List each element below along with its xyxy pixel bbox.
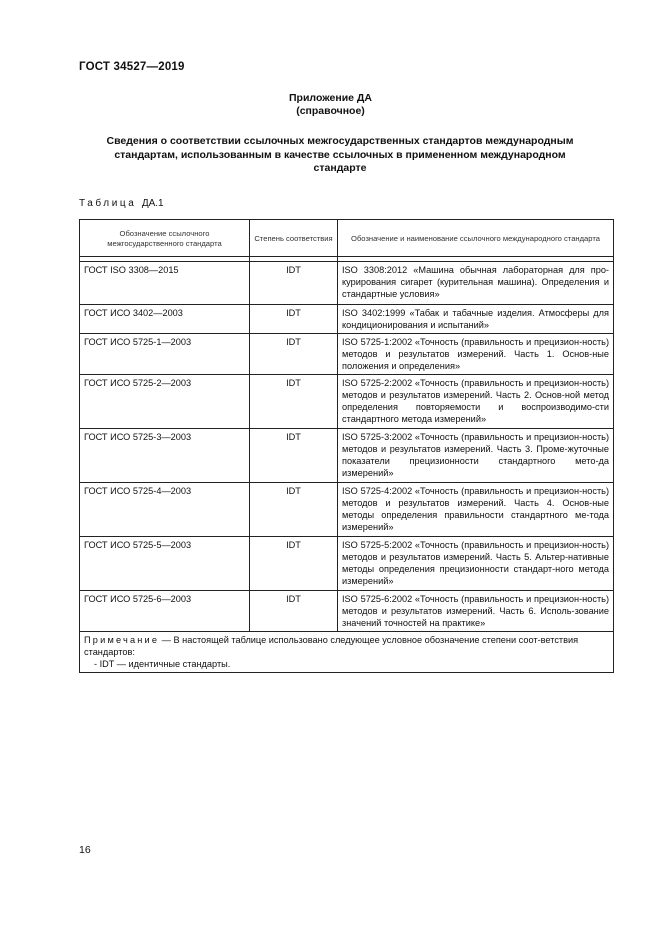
degree-cell: IDT [250, 262, 338, 305]
table-row [80, 591, 614, 632]
table-note [80, 632, 614, 673]
table-row [80, 334, 614, 375]
table-row [80, 483, 614, 537]
annex-heading: Сведения о соответствии ссылочных межгосударственных стандартов международным стандартам, использованным в качестве ссылочных в примененном международном стандарте [106, 135, 574, 174]
standard-designation-cell: ГОСТ ИСО 3402—2003 [80, 305, 250, 334]
standard-designation-cell: ГОСТ ИСО 5725-3—2003 [80, 429, 250, 483]
column-header-standard: Обозначение ссылочного межгосударственного стандарта [80, 220, 250, 257]
standard-designation-cell: ГОСТ ИСО 5725-1—2003 [80, 334, 250, 375]
table-note-row [80, 632, 614, 673]
international-standard-cell: ISO 3402:1999 «Табак и табачные изделия. Атмосферы для кондиционирования и испытаний» [338, 305, 614, 334]
table-body [80, 257, 614, 632]
annex-subtitle: (справочное) [296, 105, 365, 117]
international-standard-cell: ISO 5725-1:2002 «Точность (правильность и прецизион-ность) методов и результатов измерений. Часть 1. Основ-ные положения и определения» [338, 334, 614, 375]
standard-designation-cell: ГОСТ ИСО 5725-6—2003 [80, 591, 250, 632]
international-standard-cell: ISO 5725-4:2002 «Точность (правильность и прецизион-ность) методов и результатов измерений. Часть 4. Основ-ные методы определения правильности стандартного ме-тода измерений» [338, 483, 614, 537]
international-standard-cell: ISO 3308:2012 «Машина обычная лабораторная для про-курирования сигарет (курительная машина). Определения и стандартные условия» [338, 262, 614, 305]
table-row [80, 305, 614, 334]
degree-cell: IDT [250, 334, 338, 375]
table-label-prefix: Таблица [79, 198, 137, 209]
table-row [80, 262, 614, 305]
document-code: ГОСТ 34527—2019 [79, 61, 185, 73]
table-row [80, 375, 614, 429]
column-header-international: Обозначение и наименование ссылочного международного стандарта [338, 220, 614, 257]
degree-cell: IDT [250, 375, 338, 429]
note-item: - IDT — идентичные стандарты. [94, 659, 231, 669]
degree-cell: IDT [250, 537, 338, 591]
table-label-number: ДА.1 [141, 198, 164, 209]
column-header-degree: Степень соответствия [250, 220, 338, 257]
annex-title: Приложение ДА [289, 92, 372, 104]
standard-designation-cell: ГОСТ ISO 3308—2015 [80, 262, 250, 305]
degree-cell: IDT [250, 429, 338, 483]
page-number: 16 [79, 844, 91, 856]
table-header-row [80, 220, 614, 257]
international-standard-cell: ISO 5725-6:2002 «Точность (правильность и прецизион-ность) методов и результатов измерений. Часть 6. Исполь-зование значений точностей на практике» [338, 591, 614, 632]
correspondence-table [79, 219, 614, 673]
international-standard-cell: ISO 5725-2:2002 «Точность (правильность и прецизион-ность) методов и результатов измерений. Часть 2. Основ-ной метод определения повторяемости и воспроизводимо-сти стандартного метода измерений» [338, 375, 614, 429]
degree-cell: IDT [250, 591, 338, 632]
note-text: — В настоящей таблице использовано следующее условное обозначение степени соот-ветствия стандартов: [84, 635, 579, 657]
note-label: Примечание [84, 635, 160, 645]
degree-cell: IDT [250, 305, 338, 334]
standard-designation-cell: ГОСТ ИСО 5725-4—2003 [80, 483, 250, 537]
annex-header [0, 92, 661, 118]
standard-designation-cell: ГОСТ ИСО 5725-2—2003 [80, 375, 250, 429]
table-label [79, 198, 164, 209]
table-row [80, 429, 614, 483]
international-standard-cell: ISO 5725-3:2002 «Точность (правильность и прецизион-ность) методов и результатов измерений. Часть 3. Проме-жуточные показатели прецизионности стандартного мето-да измерений» [338, 429, 614, 483]
standard-designation-cell: ГОСТ ИСО 5725-5—2003 [80, 537, 250, 591]
degree-cell: IDT [250, 483, 338, 537]
table-row [80, 537, 614, 591]
international-standard-cell: ISO 5725-5:2002 «Точность (правильность и прецизион-ность) методов и результатов измерений. Часть 5. Альтер-нативные методы определения прецизионности стандарт-ного метода измерений» [338, 537, 614, 591]
